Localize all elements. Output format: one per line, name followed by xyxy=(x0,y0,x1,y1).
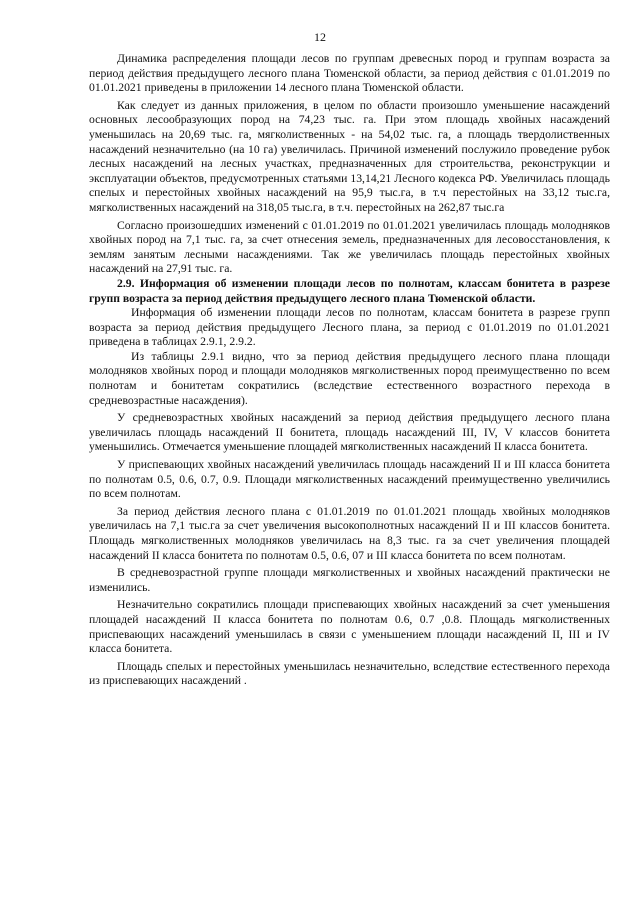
page-number: 12 xyxy=(314,30,326,44)
paragraph-changes: Согласно произошедших изменений с 01.01.2019 по 01.01.2021 увеличилась площадь молодняков хвойных пород на 7,1 тыс. га, за счет отнесения земель, предназначенных для лесовосстановления, к землям занятым лесными насаждениями. Так же увеличилась площадь перестойных хвойных насаждений на 27,91 тыс. га. xyxy=(89,218,610,276)
document-body xyxy=(89,52,610,689)
paragraph-maturing: У приспевающих хвойных насаждений увеличилась площадь насаждений II и III класса бонитета по полнотам 0.5, 0.6, 0.7, 0.9. Площади мягколиственных насаждений преимущественно увеличились по всем полнотам. xyxy=(89,458,610,501)
paragraph-maturing-decrease: Незначительно сократились площади приспевающих хвойных насаждений за счет уменьшения площадей насаждений II класса бонитета по полнотам 0.6, 0.7 ,0.8. Площадь мягколиственных приспевающих насаждений уменьшилась в связи с уменьшением площади насаждений II, III и IV класса бонитета. xyxy=(89,598,610,656)
paragraph-appendix-analysis: Как следует из данных приложения, в целом по области произошло уменьшение насаждений основных лесообразующих пород на 74,23 тыс. га. При этом площадь хвойных насаждений уменьшилась на 20,69 тыс. га, мягколиственных - на 54,02 тыс. га, а площадь твердолиственных насаждений незначительно (на 10 га) увеличилась. Причиной изменений послужило проведение рубок лесных насаждений на лесных участках, предназначенных для строительства, реконструкции и эксплуатации объектов, предусмотренных статьями 13,14,21 Лесного кодекса РФ. Увеличилась площадь спелых и перестойных хвойных насаждений на 95,9 тыс.га, в т.ч перестойных на 33,12 тыс.га, мягколиственных насаждений на 318,05 тыс.га, в т.ч. перестойных на 262,87 тыс.га xyxy=(89,98,610,214)
paragraph-young-stands: За период действия лесного плана с 01.01.2019 по 01.01.2021 площадь хвойных молодняков увеличилась на 7,1 тыс.га за счет увеличения высокополнотных насаждений II и III классов бонитета. Площадь мягколиственных молодняков увеличилась на 8,3 тыс. га за счет увеличения площадей насаждений II класса бонитета по полнотам 0.5, 0.6, 07 и III класса бонитета по всем полнотам. xyxy=(89,504,610,562)
paragraph-mature-overmature: Площадь спелых и перестойных уменьшилась незначительно, вследствие естественного перехода из приспевающих насаждений . xyxy=(89,659,610,688)
paragraph-info: Информация об изменении площади лесов по полнотам, классам бонитета в разрезе групп возраста за период действия предыдущего Лесного плана, за период с 01.01.2019 по 01.01.2021 приведена в таблицах 2.9.1, 2.9.2. xyxy=(89,306,610,349)
section-heading-2-9: 2.9. Информация об изменении площади лесов по полнотам, классам бонитета в разрезе групп возраста за период действия предыдущего лесного плана Тюменской области. xyxy=(89,276,610,305)
paragraph-dynamics: Динамика распределения площади лесов по группам древесных пород и группам возраста за период действия предыдущего лесного плана Тюменской области, за период действия с 01.01.2019 по 01.01.2021 приведены в приложении 14 лесного плана Тюменской области. xyxy=(89,52,610,95)
paragraph-middle-aged: У средневозрастных хвойных насаждений за период действия предыдущего лесного плана увеличилась площадь насаждений II бонитета, площадь насаждений III, IV, V классов бонитета уменьшились. Отмечается уменьшение площадей мягколиственных насаждений II класса бонитета. xyxy=(89,411,610,454)
paragraph-middle-group: В средневозрастной группе площади мягколиственных и хвойных насаждений практически не изменились. xyxy=(89,566,610,594)
paragraph-table-analysis: Из таблицы 2.9.1 видно, что за период действия предыдущего лесного плана площади молодняков хвойных пород и площади молодняков мягколиственных пород преимущественно по всем полнотам и бонитетам сократились (вследствие естественного возрастного перехода в средневозрастные насаждения). xyxy=(89,349,610,407)
